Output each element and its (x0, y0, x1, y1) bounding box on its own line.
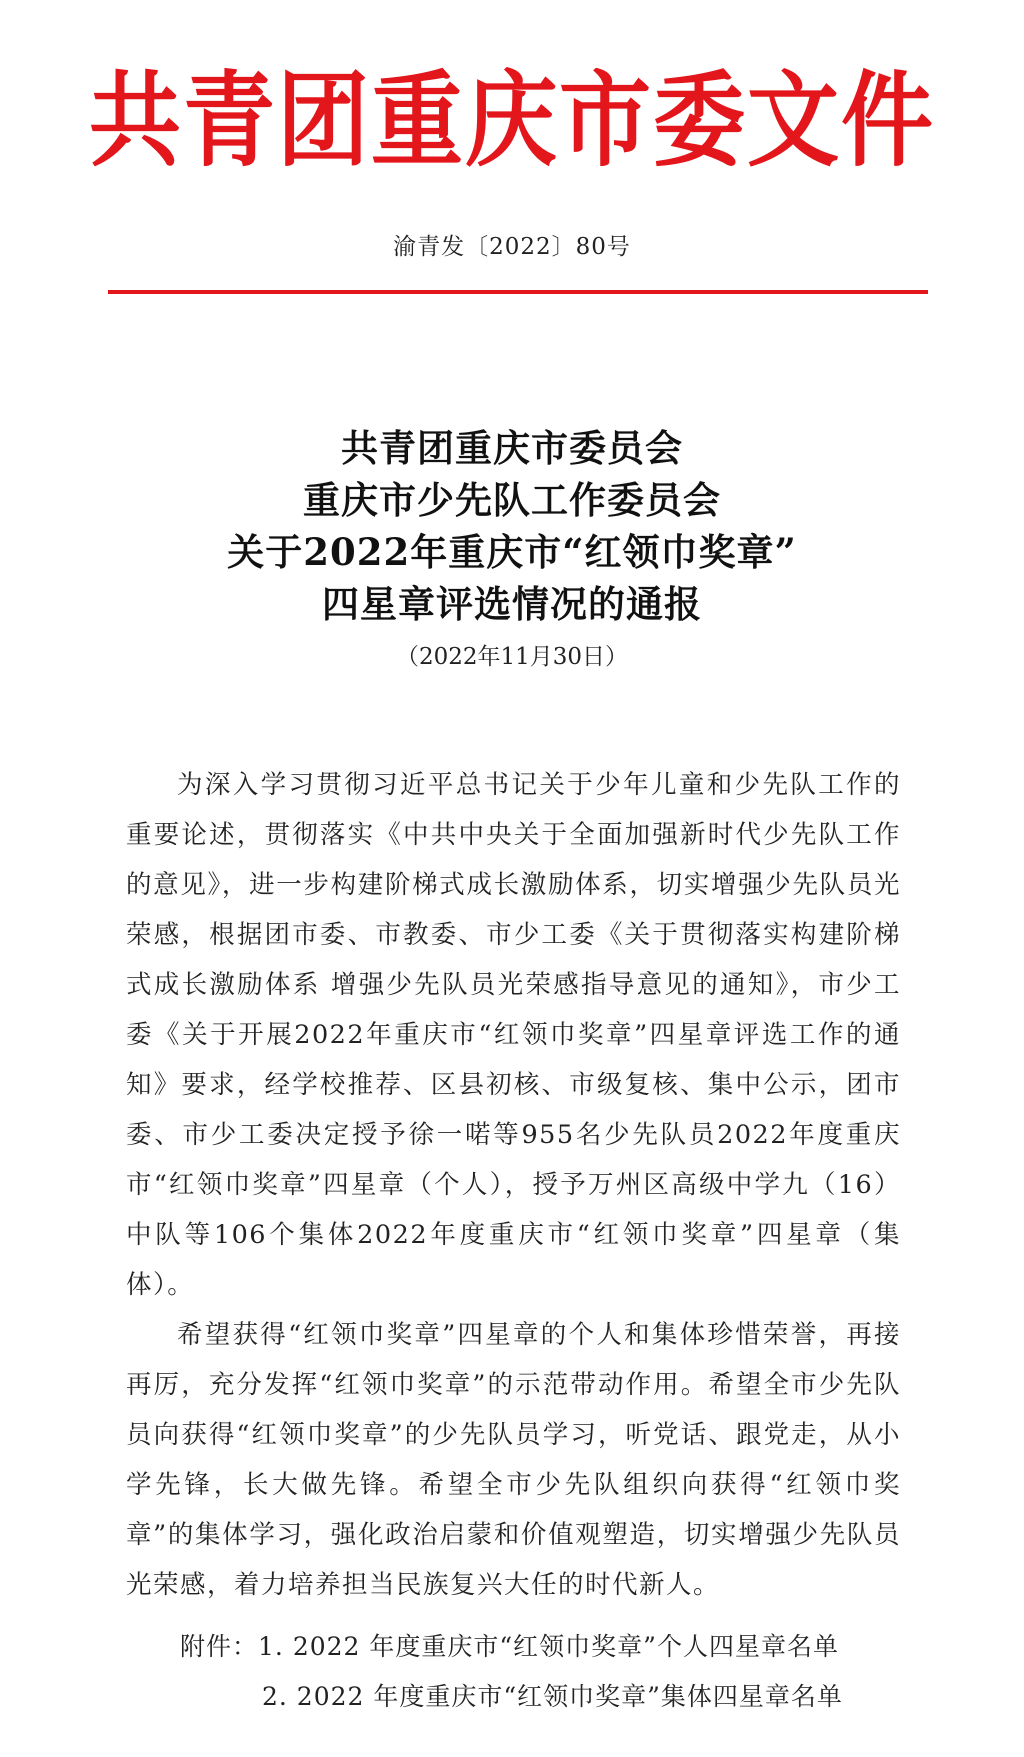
title-line-issuer-2: 重庆市少先队工作委员会 (303, 478, 721, 522)
title-line-subject-1: 关于2022年重庆市“红领巾奖章” (227, 530, 797, 574)
attachment-item: 2. 2022 年度重庆市“红领巾奖章”集体四星章名单 (262, 1682, 843, 1711)
attachment-row-1 (180, 1622, 940, 1672)
title-line-subject-2: 四星章评选情况的通报 (322, 582, 702, 626)
document-number: 渝青发〔2022〕80号 (393, 234, 631, 260)
notice-date: （2022年11月30日） (395, 644, 629, 670)
attachments-label: 附件： (180, 1632, 259, 1661)
red-divider (108, 290, 928, 294)
body-paragraph-2: 希望获得“红领巾奖章”四星章的个人和集体珍惜荣誉，再接再厉，充分发挥“红领巾奖章”的示范带动作用。希望全市少先队员向获得“红领巾奖章”的少先队员学习，听党话、跟党走，从小学先锋，长大做先锋。希望全市少先队组织向获得“红领巾奖章”的集体学习，强化政治启蒙和价值观塑造，切实增强少先队员光荣感，着力培养担当民族复兴大任的时代新人。 (126, 1320, 901, 1600)
title-line-issuer-1: 共青团重庆市委员会 (341, 426, 683, 470)
notice-title (0, 422, 1024, 630)
attachment-row-2 (180, 1672, 940, 1722)
body-paragraph-1: 为深入学习贯彻习近平总书记关于少年儿童和少先队工作的重要论述，贯彻落实《中共中央关于全面加强新时代少先队工作的意见》，进一步构建阶梯式成长激励体系，切实增强少先队员光荣感，根据团市委、市教委、市少工委《关于贯彻落实构建阶梯式成长激励体系 增强少先队员光荣感指导意见的通知》，市少工委《关于开展2022年重庆市“红领巾奖章”四星章评选工作的通知》要求，经学校推荐、区县初核、市级复核、集中公示，团市委、市少工委决定授予徐一喏等955名少先队员2022年度重庆市“红领巾奖章”四星章（个人），授予万州区高级中学九（16）中队等106个集体2022年度重庆市“红领巾奖章”四星章（集体）。 (126, 770, 901, 1300)
document-masthead: 共青团重庆市委文件 (88, 61, 935, 181)
attachment-item: 1. 2022 年度重庆市“红领巾奖章”个人四星章名单 (258, 1632, 839, 1661)
attachments-list (180, 1622, 940, 1722)
notice-body (126, 760, 901, 1610)
